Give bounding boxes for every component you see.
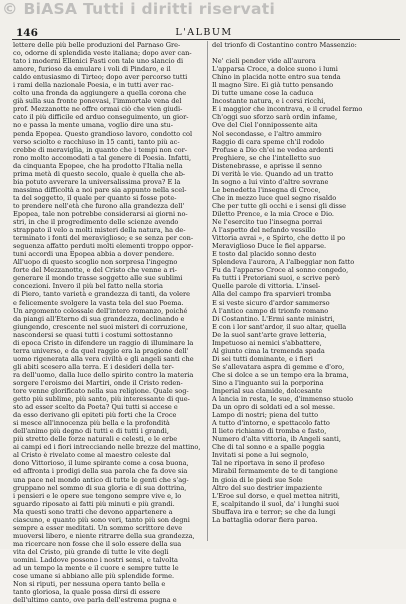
text-line: si mesce all'innocenza più bella e la profondità xyxy=(13,419,170,428)
text-line: Splendeva l'aurora, A l'albeggiar non fatto xyxy=(212,258,355,267)
text-line: Profuse a Dio ch'ei ne vedea ardenti xyxy=(212,145,334,154)
text-line: Vittoria avrai », e Spirto, che detto il po xyxy=(212,234,346,243)
text-line: prima metà di questo secolo, quale è quella che ab- xyxy=(13,169,186,178)
text-line: Che per tutte gli occhi e i sensi gli disse xyxy=(212,201,347,210)
text-line: dono Vittorioso, il lume spirante come a cosa buona, xyxy=(13,459,189,468)
text-line: più stretto delle forze naturali e celesti, e le erbe xyxy=(13,435,178,444)
text-line: sempre a esser meditati. Un sommo scrittore deve xyxy=(13,523,183,532)
text-line: cato il più difficile ed arduo conseguimento, un gior- xyxy=(13,113,189,122)
text-line: sorgere l'eroismo dei Martiri, onde il Cristo reden- xyxy=(13,378,183,387)
text-line: E, scalpitando il suol, da' i lunghi suoi xyxy=(212,499,340,508)
text-line: Ne' cieli pender vide all'aurora xyxy=(212,57,316,66)
text-line: E si veste sicuro d'ardor sammerso xyxy=(212,298,330,307)
text-line: co, odorne di splendida veste italiana; dopo aver can- xyxy=(13,49,192,58)
text-line: strappato il velo a molti misteri della natura, ha de- xyxy=(13,226,186,235)
text-line: Da un opro di soldati ed a sol messe. xyxy=(212,403,335,412)
text-line: Fa tutti i Pretoriani suoi, e scrive però xyxy=(212,274,340,283)
text-line: Che in mezzo luce quel segno risaldo xyxy=(212,193,337,202)
text-line: Ch'oggi suo sforzo sarà ordin infame, xyxy=(212,113,338,122)
text-line: i rami della nazionale Poesia, e in tutti aver rac- xyxy=(13,81,174,90)
text-line: concezioni. Invero il più bel fatto nella storia xyxy=(13,282,163,291)
text-line: verso sciolto e racchiuso in 15 canti, tanto più ac- xyxy=(13,137,180,146)
left-column xyxy=(13,41,203,604)
text-line: cose umane si abbiano alle più splendide forme. xyxy=(13,572,175,581)
text-line: muoversi libero, e niente ritrarre della sua grandezza, xyxy=(13,531,195,540)
text-line: una pace nel mondo antico di tutte le genti che s'ag- xyxy=(13,475,189,484)
text-line: Invitati si pone a lui segnolo, xyxy=(212,451,309,460)
text-line: Il magno Sire. Ei già tutto pensando xyxy=(212,81,334,90)
text-line: Altro del suo destrier impaziente xyxy=(212,483,323,492)
text-line: Distenebrasse, e aprisse il senno xyxy=(212,161,322,170)
text-line: di epoca Cristo in difendere un raggio di illuminare la xyxy=(13,338,194,347)
text-line: al Cristo è rivelato come al maestro celeste dal xyxy=(13,451,171,460)
text-line: A l'antico campo di trionfo romano xyxy=(212,306,329,315)
text-line: ma ricercare non fosse che il solo essere della sua xyxy=(13,539,182,548)
text-line: già sulla sua fronte ponevasi, l'immortale vena del xyxy=(13,97,182,106)
text-line: Alla del campo fra sparvieri tromba xyxy=(212,290,332,299)
text-line: sto ad esser scelto da Poeta? Qui tutti si accese e xyxy=(13,403,178,412)
text-line: del trionfo di Costantino contro Massenzio: xyxy=(212,41,357,49)
column-divider xyxy=(207,41,208,541)
text-line xyxy=(212,49,398,57)
text-line: amore, furioso da emulare i voli di Pindaro, e il xyxy=(13,65,171,74)
text-line: Lampo di nostri; piena del tutto xyxy=(212,411,319,420)
text-line: E con i lor sant'ardor, il suo altar, quella xyxy=(212,322,347,331)
text-line: gli abiti scesero alla terra. E i desideri della ter- xyxy=(13,362,174,371)
text-line: ai campi ed i fiori intrecciando nelle brezze del mattino, xyxy=(13,443,201,452)
text-line: Tal ne riportava in seno il profeso xyxy=(212,459,325,468)
text-line: da piangi all'Eterno di sua grandezza, declinando e xyxy=(13,314,185,323)
text-line: Raggio di cara speme ch'il rodolo xyxy=(212,137,325,146)
text-line: Numero d'alta vittoria, ib Angeli santi, xyxy=(212,435,341,444)
text-line: Chino in placida notte entro sua tenda xyxy=(212,73,341,82)
text-line: A l'aspetto del nefando vessillo xyxy=(212,226,316,235)
text-line: Che si dolce a se un tempo era la brama, xyxy=(212,370,349,379)
text-line: Mirabil fermamente de te di tangione xyxy=(212,467,338,476)
text-line: Quelle parole di vittoria. L'insel- xyxy=(212,282,321,291)
page-header xyxy=(12,27,396,39)
text-line: A lancia in resta, le sue, d'immenso stuolo xyxy=(212,395,354,404)
text-line: prof. Mezzanotte ne offre ormai ciò che vien giudi- xyxy=(13,105,183,114)
text-line: da cinquanta Epopee, che ha prodotto l'Italia nella xyxy=(13,161,183,170)
text-line: Le benedetta l'insegna di Croce, xyxy=(212,185,321,194)
text-line: uomo rigenerata alla vera civiltà e gli angeli santi che xyxy=(13,354,194,363)
text-line: Un argomento colossale dell'intero romanzo, poiché xyxy=(13,306,188,315)
text-line: E i maggior che incontrava, e il crudel fermo xyxy=(212,105,363,114)
text-line: Di verità le vie. Quando ad un tratto xyxy=(212,169,334,178)
text-line: getto più sublime, più santo, più interessante di que- xyxy=(13,395,190,404)
text-line: All'uopo di questo scoglio non sorpresa l'ingegno xyxy=(13,258,178,267)
text-line: dell'ultimo canto, ove parla dell'estrema pugna e xyxy=(13,596,177,604)
text-line: tore venne glorificato nella sua religione. Quale sog- xyxy=(13,387,189,396)
text-line: In gioia di le piedi sue Sole xyxy=(212,475,303,484)
text-line: da esso derivano gli epiteti più forti che la Croce xyxy=(13,411,177,420)
text-line: Ove del Ciel l'onnipossente aita xyxy=(212,121,318,130)
text-line: Meraviglioso Duce le fiel apparse. xyxy=(212,242,327,251)
text-line: dell'animo più degno di tutti e di tutti i grandi, xyxy=(13,427,169,436)
text-line: Impetuoso ai nemici s'abbattere, xyxy=(212,338,322,347)
text-line: tato i moderni Ellenici Fasti con tale uno slancio di xyxy=(13,57,184,66)
text-line: i pensieri e le opere sue tengono sempre vive e, lo xyxy=(13,491,182,500)
text-line: Di sei tutti dominante, e i fieri xyxy=(212,354,313,363)
text-line: generare il mondo trasse soggetto alle sue sublimi xyxy=(13,274,183,283)
text-line: uomini. Laddove possono i nostri sensi, e talvolta xyxy=(13,556,178,564)
text-line: terra universo, e da quel raggio era la pragione dell' xyxy=(13,346,189,355)
text-line: Nol secondasse, e l'altro ammiro xyxy=(212,129,322,138)
text-line: crebbe di meraviglia, in quanto che i tempi non cor- xyxy=(13,145,188,154)
text-line: Di tutte umane cose la caduca xyxy=(212,89,314,98)
text-line: L'Eroe sul dorso, e quel mettea nitriti, xyxy=(212,491,340,500)
text-line: ad un tempo la mente e il cuore e sempre tutte le xyxy=(13,564,179,573)
text-line: ed affronta i prodigi della sua parola che fa dove sia xyxy=(13,467,188,476)
text-line: to prendere nell'età che furono alla grandezza dell' xyxy=(13,201,185,210)
text-line: massima difficoltà a noi pare sia appunto nella scel- xyxy=(13,185,187,194)
text-line: ta del soggetto, il quale per quanto si fosse pote- xyxy=(13,193,177,202)
text-line: Fu da l'apparso Croce al sonno congedo, xyxy=(212,266,349,275)
text-line: Se s'allevatara aspra di gemme e d'oro, xyxy=(212,362,345,371)
text-line: gruppano nel sommo di sua gloria e di sua dottrina, xyxy=(13,483,187,492)
text-line: Ne l'esercito tuo l'insegna porrai xyxy=(212,218,323,227)
text-line: tuni accordi una Epopea abbia a dover pendere. xyxy=(13,250,175,259)
text-line: di Piero, tanto varietà e grandezza di tanti, da volere xyxy=(13,290,191,299)
text-line: L'apparsa Croce, a dolce suono i lumi xyxy=(212,65,338,74)
text-line: Sbuffava ira e terror; se che da lungi xyxy=(212,507,336,516)
text-line: rono molto accomodati a tal genere di Poesia. Infatti, xyxy=(13,153,192,162)
text-line: Ma questi sono tratti che devono appartenere a xyxy=(13,507,173,516)
right-column xyxy=(212,41,398,524)
text-line: Il lieto richiamo di tromba e fasto, xyxy=(212,427,327,436)
text-line: Preghiere, se che l'intelletto suo xyxy=(212,153,321,162)
running-title: L'ALBUM xyxy=(175,27,233,38)
text-line: seguenza affatto perduti molti elementi troppo oppor- xyxy=(13,242,194,251)
text-line: Al giunto cima la tremenda spada xyxy=(212,346,325,355)
text-line: E tosto dal placido sonno desto xyxy=(212,250,317,259)
text-line: no e passa la mente umana, voglio dire una stu- xyxy=(13,121,173,130)
text-line: stri, in che il progredimento delle scienze avendo xyxy=(13,218,179,227)
text-line: forte del Mezzanotte, e del Cristo che venne a ri- xyxy=(13,266,177,275)
text-line: In sogno a lui vinto d'altre sovrane xyxy=(212,177,329,186)
text-line: terminato i fonti del meraviglioso; e se senza per con- xyxy=(13,234,194,243)
text-line: giungendo, crescente nel suoi misteri di corruzione, xyxy=(13,322,188,331)
text-line: ciascuno, e quanto più sono veri, tanto più son degni xyxy=(13,515,190,524)
text-line: bia potuto avverare la universalissima prova? E la xyxy=(13,177,181,186)
text-line: caldo entusiasmo di Tirteo; dopo aver percorso tutti xyxy=(13,73,188,82)
text-line: La battaglia odorar fiera parea. xyxy=(212,515,318,524)
text-line: e felicemente svolgere la vasta tela del suo Poema. xyxy=(13,298,184,307)
text-line: Incostante natura, e i corsi ricchi, xyxy=(212,97,326,106)
text-line: Epopea, tale non potrebbe considerarsi ai giorni no- xyxy=(13,209,188,218)
text-line: Sino a l'inguanto sui la porporina xyxy=(212,378,324,387)
text-line: nascondersi se quasi tutti i costumi sottostanno xyxy=(13,330,173,339)
text-line: tanto gloriosa, la quale possa dirsi di essere xyxy=(13,588,161,597)
text-line: colto una fronda da aggiungere a quella corona che xyxy=(13,89,187,98)
text-line: penda Epopea. Questo grandioso lavoro, condotto col xyxy=(13,129,193,138)
text-line: Che di tal sonno e a spalle poggia xyxy=(212,443,325,452)
text-line: Non si riputi, per nessuna opera tanto bella e xyxy=(13,580,166,589)
header-rule xyxy=(12,39,400,40)
text-line: ra dell'uomo, dalla luce dello spirito contro la materia xyxy=(13,370,194,379)
text-line: Imperial sua clamide, dolcesante xyxy=(212,387,323,396)
text-line: sguardo riposato ai fatti più minuti e più grandi. xyxy=(13,499,175,508)
text-line: A tutto d'intorno, e spettacolo fatto xyxy=(212,419,330,428)
copyright-watermark: © BiASA Tutti i diritti riservati xyxy=(2,0,276,18)
text-line: Di Costantino. L'Ermi sante ministri, xyxy=(212,314,335,323)
page-number: 146 xyxy=(16,27,38,39)
text-line: vita del Cristo, più grande di tutte le vite degli xyxy=(13,547,169,556)
text-line: De la suol sant'arte grave letteria, xyxy=(212,330,327,339)
text-line: Diletto Prence, e la mia Croce e Dio. xyxy=(212,209,335,218)
text-line: lettere delle più belle produzioni del Parnaso Gre- xyxy=(13,41,181,49)
